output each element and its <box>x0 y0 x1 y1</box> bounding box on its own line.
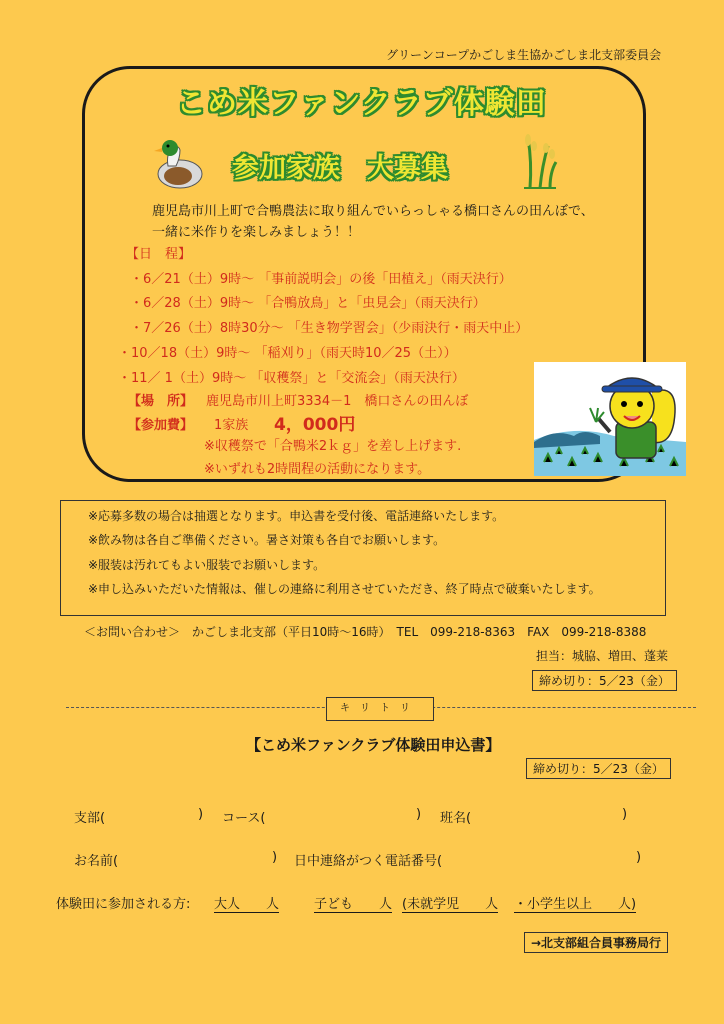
participants-label: 体験田に参加される方: <box>56 897 191 912</box>
schoolage-field[interactable]: ・小学生以上 人) <box>514 893 636 913</box>
route-badge: →北支部組合員事務局行 <box>524 932 668 953</box>
notice-item: ※服装は汚れてもよい服装でお願いします。 <box>88 558 326 572</box>
schedule-item: ・6／28（土）9時～ 「合鴨放鳥」と「虫見会」（雨天決行） <box>130 296 486 311</box>
place-value: 鹿児島市川上町3334－1 橋口さんの田んぼ <box>206 394 469 409</box>
branch-field[interactable] <box>118 805 194 823</box>
course-label: コース( <box>222 811 266 826</box>
course-close: ) <box>416 807 422 822</box>
deadline-badge: 締め切り：5／23（金） <box>532 670 677 691</box>
name-label: お名前( <box>74 854 119 869</box>
group-close: ) <box>622 807 628 822</box>
schedule-label: 【日 程】 <box>126 247 192 262</box>
schedule-item: ・6／21（土）9時～ 「事前説明会」の後「田植え」（雨天決行） <box>130 272 512 287</box>
fee-label: 【参加費】 <box>128 418 194 433</box>
intro-line-2: 一緒に米作りを楽しみましょう！！ <box>152 225 361 240</box>
organizer: グリーンコープかごしま生協かごしま北支部委員会 <box>386 48 662 62</box>
group-field[interactable] <box>480 805 618 823</box>
adults-field[interactable]: 大人 人 <box>214 893 279 913</box>
mascot-illustration <box>534 362 686 476</box>
fee-unit: 1家族 <box>214 418 249 433</box>
course-field[interactable] <box>274 805 414 823</box>
phone-field[interactable] <box>470 848 634 866</box>
schedule-item: ・11／ 1（土）9時～ 「収穫祭」と「交流会」（雨天決行） <box>118 371 465 386</box>
contact-line: ＜お問い合わせ＞ かごしま北支部（平日10時～16時） TEL 099-218-8363 FAX 099-218-8388 <box>84 625 647 639</box>
intro-line-1: 鹿児島市川上町で合鴨農法に取り組んでいらっしゃる橋口さんの田んぼで、 <box>152 204 594 219</box>
name-field[interactable] <box>130 848 268 866</box>
event-subtitle: 参加家族 大募集 <box>232 153 448 184</box>
fee-note: ※収穫祭で「合鴨米2ｋｇ」を差し上げます. <box>204 439 462 454</box>
branch-label: 支部( <box>74 811 106 826</box>
name-close: ) <box>272 850 278 865</box>
phone-close: ) <box>636 850 642 865</box>
fee-note: ※いずれも2時間程の活動になります。 <box>204 462 431 477</box>
group-label: 班名( <box>440 811 472 826</box>
phone-label: 日中連絡がつく電話番号( <box>294 854 443 869</box>
notice-item: ※申し込みいただいた情報は、催しの連絡に利用させていただき、終了時点で破棄いたします。 <box>88 582 601 596</box>
place-label: 【場 所】 <box>128 394 194 409</box>
notice-item: ※応募多数の場合は抽選となります。申込書を受付後、電話連絡いたします。 <box>88 509 505 523</box>
branch-close: ) <box>198 807 204 822</box>
children-field[interactable]: 子ども 人 <box>314 893 392 913</box>
duck-icon <box>150 136 206 192</box>
schedule-item: ・7／26（土）8時30分～ 「生き物学習会」（少雨決行・雨天中止） <box>130 321 529 336</box>
fee-amount: 4，000円 <box>274 415 356 435</box>
rice-plant-icon <box>520 132 560 190</box>
event-title: こめ米ファンクラブ体験田 <box>176 86 547 121</box>
schedule-item: ・10／18（土）9時～ 「稲刈り」（雨天時10／25（土）） <box>118 346 457 361</box>
form-title: 【こめ米ファンクラブ体験田申込書】 <box>246 736 501 754</box>
contact-staff: 担当：城脇、増田、蓬莱 <box>536 649 669 663</box>
notice-item: ※飲み物は各自ご準備ください。暑さ対策も各自でお願いします。 <box>88 533 446 547</box>
cut-label: キリトリ <box>326 697 434 721</box>
preschool-field[interactable]: (未就学児 人 <box>402 893 498 913</box>
form-deadline: 締め切り：5／23（金） <box>526 758 671 779</box>
